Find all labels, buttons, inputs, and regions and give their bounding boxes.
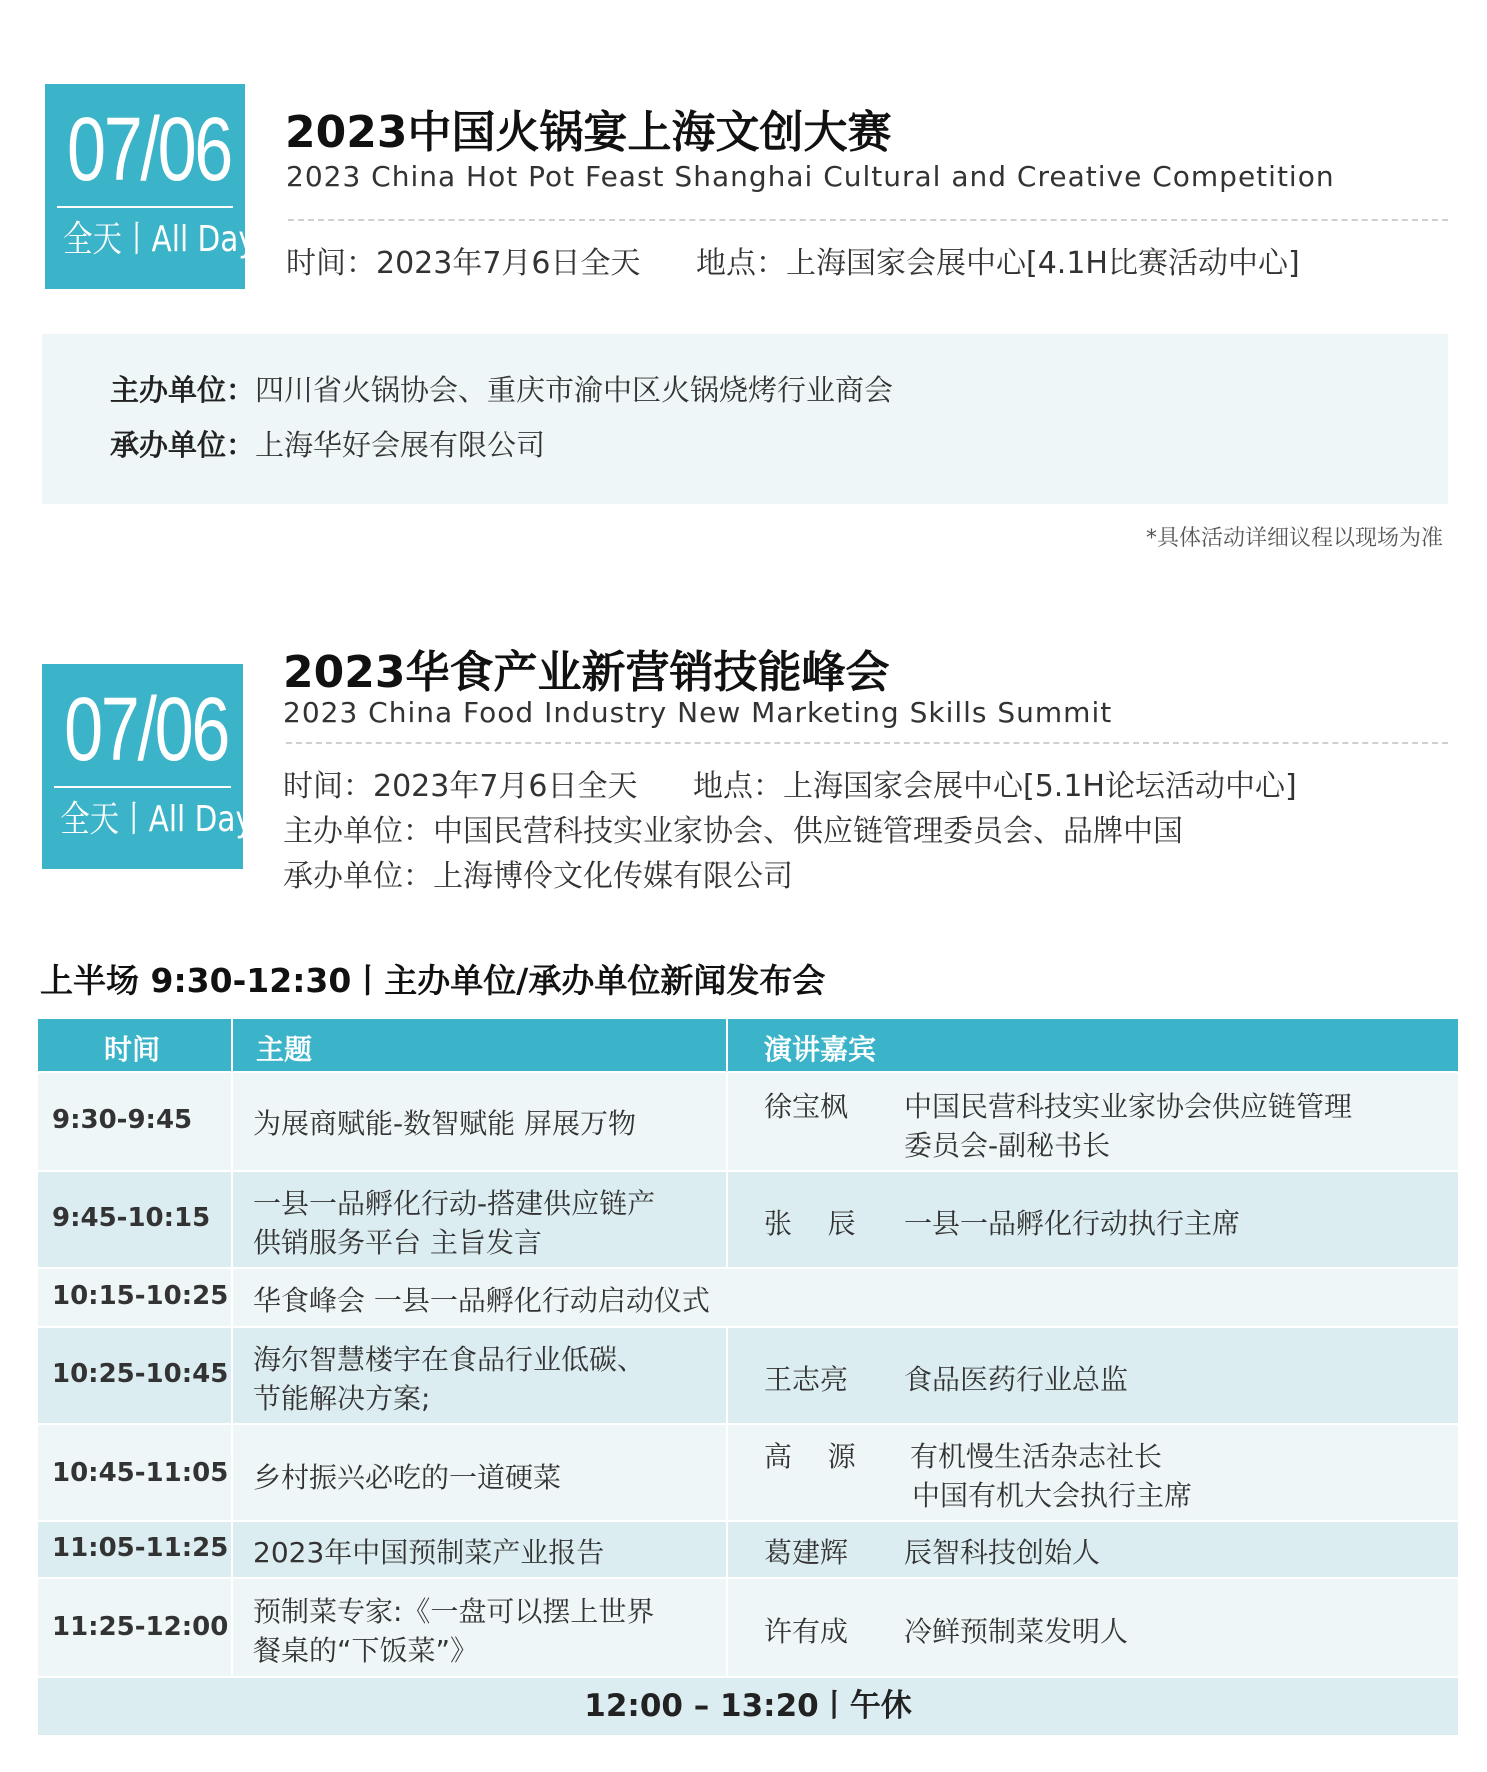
row-speaker-title: 一县一品孵化行动执行主席 bbox=[904, 1207, 1241, 1240]
event-time: 时间：2023年7月6日全天 bbox=[283, 769, 638, 804]
row-speaker: 许有成 bbox=[764, 1615, 849, 1648]
divider bbox=[231, 1073, 233, 1170]
row-topic: 一县一品孵化行动-搭建供应链产 bbox=[253, 1187, 656, 1220]
badge-all-day: 全天丨All Day bbox=[60, 799, 253, 840]
row-time: 9:30-9:45 bbox=[52, 1105, 193, 1135]
divider bbox=[726, 1579, 728, 1676]
divider bbox=[726, 1019, 728, 1071]
row-topic: 为展商赋能-数智赋能 屏展万物 bbox=[253, 1107, 637, 1140]
session-heading: 上半场 9:30-12:30丨主办单位/承办单位新闻发布会 bbox=[40, 961, 826, 1000]
organizer-box bbox=[42, 334, 1448, 504]
table-row bbox=[38, 1073, 1458, 1170]
badge-divider bbox=[54, 786, 231, 788]
row-time: 10:45-11:05 bbox=[52, 1458, 229, 1488]
table-row bbox=[38, 1172, 1458, 1267]
divider bbox=[231, 1172, 233, 1267]
row-time: 11:25-12:00 bbox=[52, 1612, 229, 1642]
lunch-break: 12:00 – 13:20丨午休 bbox=[38, 1678, 1458, 1735]
row-speaker-title: 辰智科技创始人 bbox=[904, 1536, 1101, 1569]
event-place: 地点：上海国家会展中心[5.1H论坛活动中心] bbox=[693, 769, 1297, 804]
row-speaker-title: 委员会-副秘书长 bbox=[904, 1129, 1111, 1162]
divider bbox=[231, 1425, 233, 1520]
badge-date: 07/06 bbox=[64, 680, 229, 780]
badge-all-day: 全天丨All Day bbox=[63, 219, 256, 260]
event-place: 地点：上海国家会展中心[4.1H比赛活动中心] bbox=[696, 246, 1300, 281]
host-value: 四川省火锅协会、重庆市渝中区火锅烧烤行业商会 bbox=[255, 373, 894, 407]
header-time: 时间 bbox=[104, 1033, 161, 1066]
organizer-value: 上海华好会展有限公司 bbox=[255, 428, 546, 462]
row-speaker-title: 中国民营科技实业家协会供应链管理 bbox=[904, 1090, 1353, 1123]
date-badge bbox=[42, 664, 253, 869]
divider bbox=[288, 219, 1448, 221]
agenda-note: *具体活动详细议程以现场为准 bbox=[1145, 526, 1443, 551]
divider bbox=[726, 1328, 728, 1423]
divider bbox=[231, 1522, 233, 1577]
badge-divider bbox=[57, 206, 233, 208]
event-time: 时间：2023年7月6日全天 bbox=[286, 246, 641, 281]
row-speaker: 高 源 bbox=[764, 1440, 856, 1473]
organizer-label: 承办单位： bbox=[110, 428, 256, 462]
row-speaker-title: 食品医药行业总监 bbox=[904, 1363, 1129, 1396]
host-line bbox=[110, 368, 893, 409]
row-topic: 节能解决方案; bbox=[253, 1382, 431, 1415]
row-speaker-title: 有机慢生活杂志社长 bbox=[910, 1440, 1163, 1473]
event-subtitle: 2023 China Hot Pot Feast Shanghai Cultural and Creative Competition bbox=[286, 160, 1335, 193]
table-row bbox=[38, 1425, 1458, 1520]
header-speaker: 演讲嘉宾 bbox=[764, 1033, 877, 1066]
row-time: 11:05-11:25 bbox=[52, 1533, 229, 1563]
divider bbox=[726, 1172, 728, 1267]
table-header bbox=[38, 1019, 1458, 1071]
table-row bbox=[38, 1579, 1458, 1676]
divider bbox=[231, 1269, 233, 1326]
event-host: 主办单位：中国民营科技实业家协会、供应链管理委员会、品牌中国 bbox=[283, 814, 1183, 849]
row-topic: 海尔智慧楼宇在食品行业低碳、 bbox=[253, 1343, 646, 1376]
row-speaker: 王志亮 bbox=[764, 1363, 849, 1396]
badge-date: 07/06 bbox=[67, 100, 231, 200]
row-time: 10:15-10:25 bbox=[52, 1281, 229, 1311]
divider bbox=[231, 1579, 233, 1676]
divider bbox=[231, 1019, 233, 1071]
row-speaker-title: 中国有机大会执行主席 bbox=[912, 1479, 1193, 1512]
row-speaker-title: 冷鲜预制菜发明人 bbox=[904, 1615, 1129, 1648]
row-topic: 乡村振兴必吃的一道硬菜 bbox=[253, 1461, 562, 1494]
divider bbox=[726, 1425, 728, 1520]
row-speaker: 张 辰 bbox=[764, 1207, 856, 1240]
row-speaker: 徐宝枫 bbox=[764, 1090, 849, 1123]
table-row bbox=[38, 1522, 1458, 1577]
row-time: 10:25-10:45 bbox=[52, 1359, 229, 1389]
event-organizer: 承办单位：上海博伶文化传媒有限公司 bbox=[283, 859, 793, 894]
row-topic: 华食峰会 一县一品孵化行动启动仪式 bbox=[253, 1284, 710, 1317]
row-time: 9:45-10:15 bbox=[52, 1203, 211, 1233]
table-row bbox=[38, 1328, 1458, 1423]
organizer-line bbox=[110, 423, 545, 464]
row-topic: 预制菜专家:《一盘可以摆上世界 bbox=[253, 1595, 655, 1628]
header-topic: 主题 bbox=[256, 1033, 313, 1066]
date-badge bbox=[45, 84, 256, 289]
event-title: 2023中国火锅宴上海文创大赛 bbox=[285, 107, 892, 158]
row-speaker: 葛建辉 bbox=[764, 1536, 849, 1569]
row-topic: 餐桌的“下饭菜”》 bbox=[253, 1634, 479, 1667]
table-row bbox=[38, 1269, 1458, 1326]
host-label: 主办单位： bbox=[110, 373, 256, 407]
event-subtitle: 2023 China Food Industry New Marketing Skills Summit bbox=[283, 696, 1113, 729]
row-topic: 2023年中国预制菜产业报告 bbox=[253, 1536, 605, 1569]
divider bbox=[726, 1522, 728, 1577]
divider bbox=[726, 1073, 728, 1170]
event-title: 2023华食产业新营销技能峰会 bbox=[283, 647, 890, 698]
row-topic: 供销服务平台 主旨发言 bbox=[253, 1226, 542, 1259]
divider bbox=[286, 742, 1448, 744]
divider bbox=[231, 1328, 233, 1423]
